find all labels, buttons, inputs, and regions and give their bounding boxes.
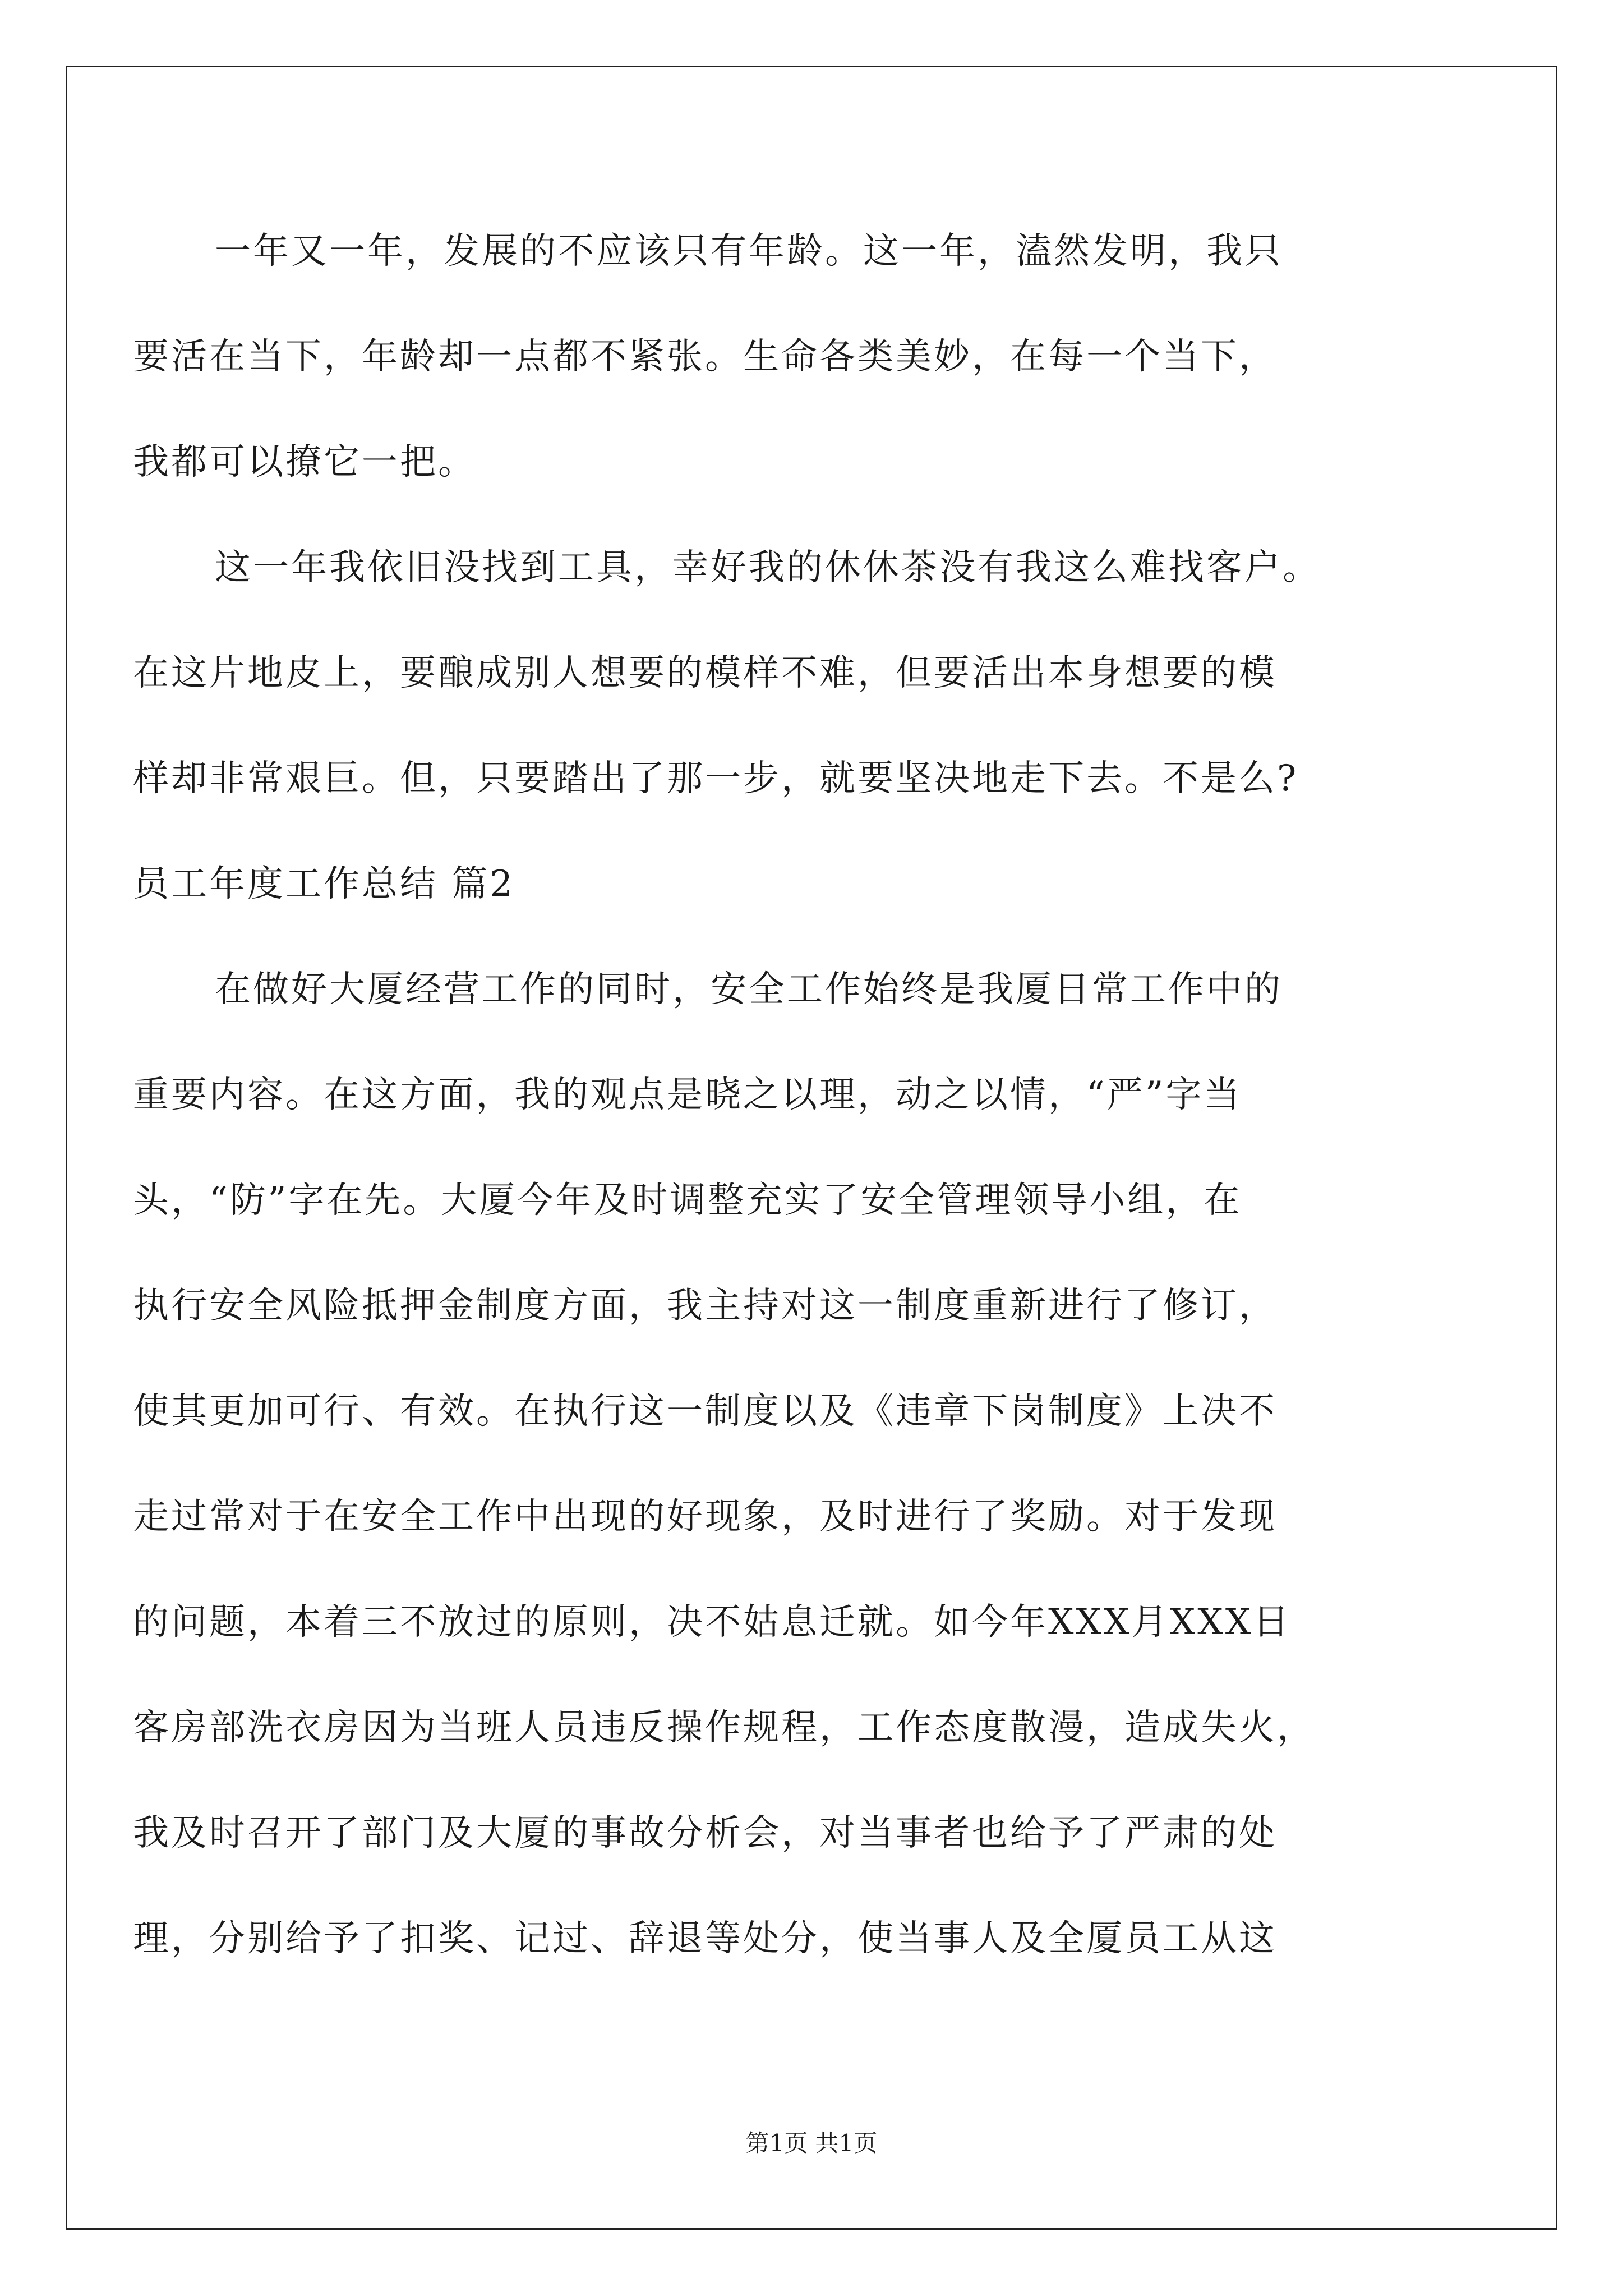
paragraph-3-line-10: 理，分别给予了扣奖、记过、辞退等处分，使当事人及全厦员工从这 [133, 1918, 1277, 1959]
paragraph-3-line-3: 头，“防”字在先。大厦今年及时调整充实了安全管理领导小组，在 [133, 1180, 1242, 1221]
paragraph-2-line-3: 样却非常艰巨。但，只要踏出了那一步，就要坚决地走下去。不是么? [133, 758, 1299, 799]
paragraph-1-line-3: 我都可以撩它一把。 [133, 441, 476, 483]
section-heading: 员工年度工作总结 篇2 [133, 863, 515, 905]
page-border [66, 66, 1557, 2230]
paragraph-3-line-1: 在做好大厦经营工作的同时，安全工作始终是我厦日常工作中的 [215, 969, 1283, 1010]
paragraph-2-line-1: 这一年我依旧没找到工具，幸好我的休休茶没有我这么难找客户。 [215, 547, 1321, 588]
paragraph-3-line-7: 的问题，本着三不放过的原则，决不姑息迁就。如今年XXX月XXX日 [133, 1602, 1292, 1643]
paragraph-3-line-8: 客房部洗衣房因为当班人员违反操作规程，工作态度散漫，造成失火， [133, 1707, 1315, 1749]
page-number-footer: 第1页 共1页 [745, 2129, 878, 2157]
paragraph-1-line-2: 要活在当下，年龄却一点都不紧张。生命各类美妙，在每一个当下， [133, 336, 1277, 378]
paragraph-1-line-1: 一年又一年，发展的不应该只有年龄。这一年，溘然发明，我只 [215, 231, 1283, 272]
paragraph-2-line-2: 在这片地皮上，要酿成别人想要的模样不难，但要活出本身想要的模 [133, 652, 1277, 694]
paragraph-3-line-9: 我及时召开了部门及大厦的事故分析会，对当事者也给予了严肃的处 [133, 1812, 1277, 1854]
paragraph-3-line-6: 走过常对于在安全工作中出现的好现象，及时进行了奖励。对于发现 [133, 1496, 1277, 1538]
paragraph-3-line-5: 使其更加可行、有效。在执行这一制度以及《违章下岗制度》上决不 [133, 1391, 1277, 1432]
paragraph-3-line-2: 重要内容。在这方面，我的观点是晓之以理，动之以情，“严”字当 [133, 1074, 1242, 1116]
paragraph-3-line-4: 执行安全风险抵押金制度方面，我主持对这一制度重新进行了修订， [133, 1285, 1277, 1327]
